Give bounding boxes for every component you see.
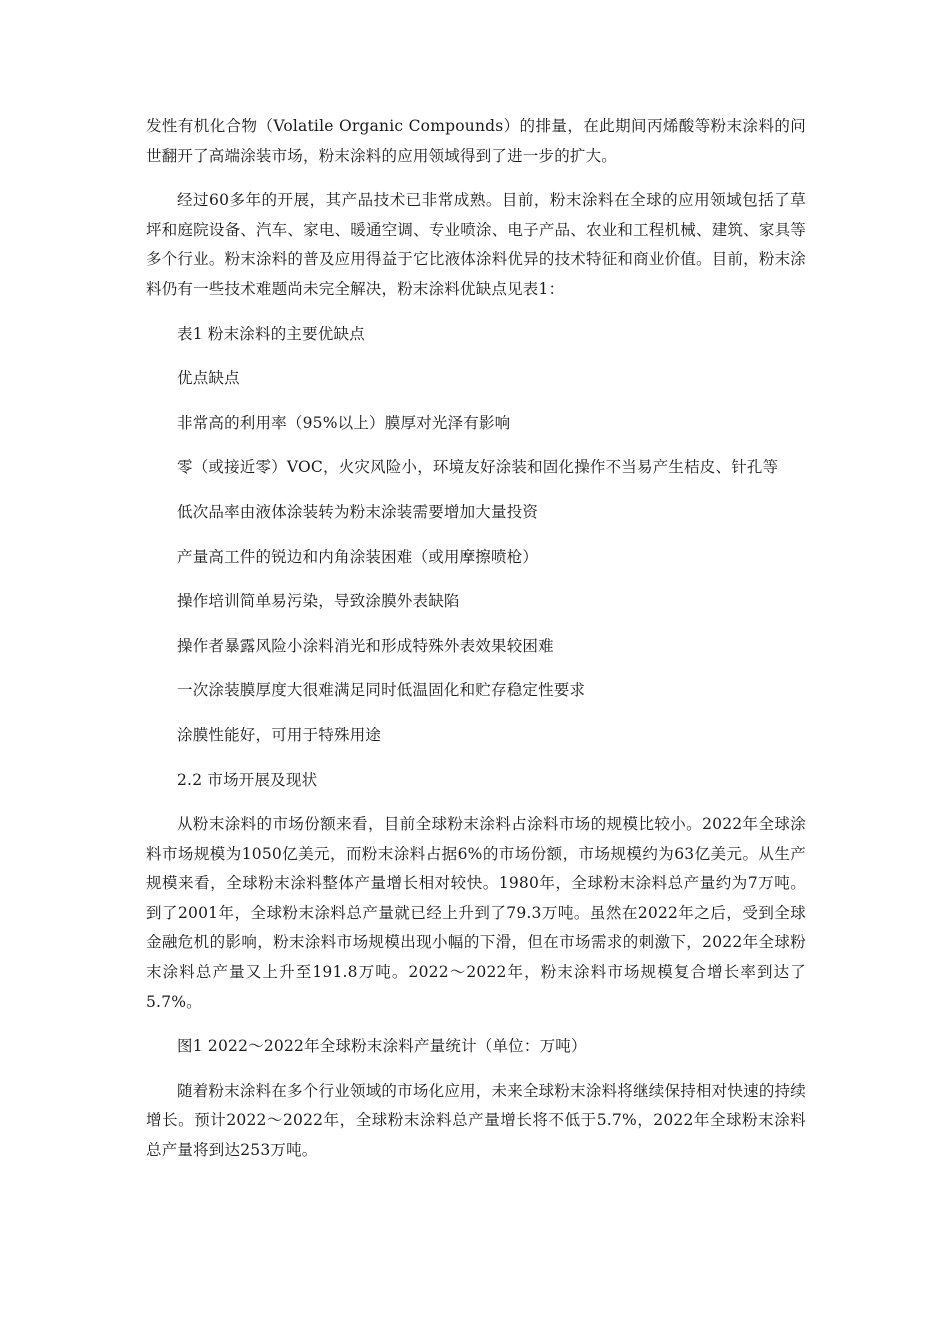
table-row: 产量高工件的锐边和内角涂装困难（或用摩擦喷枪）	[177, 547, 539, 566]
paragraph-market-share: 从粉末涂料的市场份额来看，目前全球粉末涂料占涂料市场的规模比较小。2022年全球涂料市场规模为1050亿美元，而粉末涂料占据6%的市场份额，市场规模约为63亿美元。从生产规模来看，全球粉末涂料整体产量增长相对较快。1980年，全球粉末涂料总产量约为7万吨。到了2001年，全球粉末涂料总产量就已经上升到了79.3万吨。虽然在2022年之后，受到全球金融危机的影响，粉末涂料市场规模出现小幅的下滑，但在市场需求的刺激下，2022年全球粉末涂料总产量又上升至191.8万吨。2022～2022年，粉末涂料市场规模复合增长率到达了5.7%。	[146, 815, 806, 1011]
table-row: 一次涂装膜厚度大很难满足同时低温固化和贮存稳定性要求	[177, 681, 586, 700]
table-row: 非常高的利用率（95%以上）膜厚对光泽有影响	[177, 413, 511, 432]
table-header-row: 优点缺点	[177, 369, 240, 388]
table-caption: 表1 粉末涂料的主要优缺点	[177, 324, 365, 343]
document-body	[146, 112, 806, 1166]
table-row: 低次品率由液体涂装转为粉末涂装需要增加大量投资	[177, 502, 539, 521]
paragraph-forecast: 随着粉末涂料在多个行业领域的市场化应用，未来全球粉末涂料将继续保持相对快速的持续增长。预计2022～2022年，全球粉末涂料总产量增长将不低于5.7%，2022年全球粉末涂料总产量将到达253万吨。	[146, 1081, 806, 1160]
paragraph-development: 经过60多年的开展，其产品技术已非常成熟。目前，粉末涂料在全球的应用领域包括了草坪和庭院设备、汽车、家电、暖通空调、专业喷涂、电子产品、农业和工程机械、建筑、家具等多个行业。粉末涂料的普及应用得益于它比液体涂料优异的技术特征和商业价值。目前，粉末涂料仍有一些技术难题尚未完全解决，粉末涂料优缺点见表1：	[146, 191, 806, 298]
table-row: 涂膜性能好，可用于特殊用途	[177, 725, 382, 744]
table-row: 零（或接近零）VOC，火灾风险小，环境友好涂装和固化操作不当易产生桔皮、针孔等	[177, 458, 779, 477]
table-row: 操作培训简单易污染，导致涂膜外表缺陷	[177, 592, 460, 611]
figure-caption: 图1 2022～2022年全球粉末涂料产量统计（单位：万吨）	[177, 1037, 587, 1056]
section-heading: 2.2 市场开展及现状	[177, 770, 318, 789]
table-row: 操作者暴露风险小涂料消光和形成特殊外表效果较困难	[177, 636, 554, 655]
paragraph-voc-history: 发性有机化合物（Volatile Organic Compounds）的排量，在此期间丙烯酸等粉末涂料的问世翻开了高端涂装市场，粉末涂料的应用领域得到了进一步的扩大。	[146, 117, 806, 165]
